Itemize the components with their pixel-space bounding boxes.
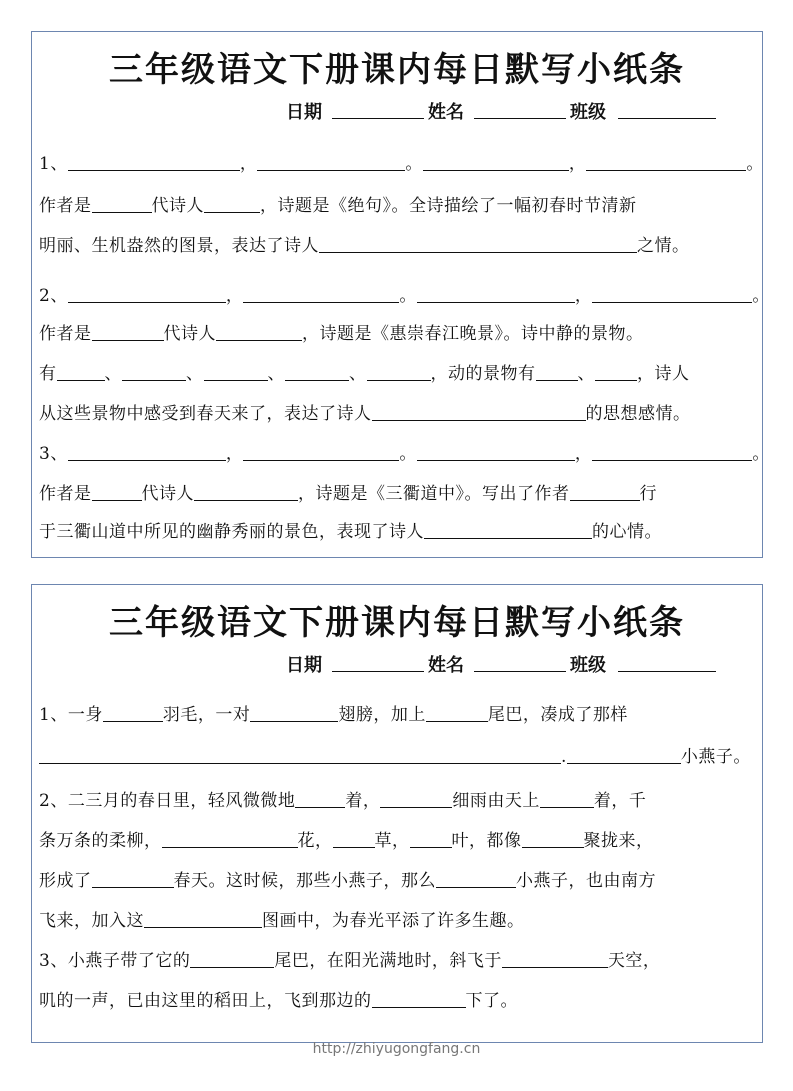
question-2-text-line — [39, 829, 654, 853]
text: 天空， — [607, 951, 661, 971]
text: 尾巴，在阳光满地时，斜飞于 — [274, 951, 502, 971]
text: 春天。这时候，那些小燕子，那么 — [173, 871, 436, 891]
card-title: 三年级语文下册课内每日默写小纸条 — [109, 603, 685, 643]
question-2-text-line — [39, 402, 691, 426]
text: 2、二三月的春日里，轻风微微地 — [39, 791, 296, 811]
fill-blank[interactable] — [417, 284, 575, 303]
punctuation: 、 — [267, 364, 285, 384]
text: ，动的景物有 — [430, 364, 536, 384]
date-label: 日期 — [286, 102, 322, 123]
fill-blank[interactable] — [333, 829, 375, 848]
punctuation: ， — [225, 286, 244, 306]
fill-blank[interactable] — [540, 789, 594, 808]
fill-blank[interactable] — [92, 869, 174, 888]
punctuation: 。 — [746, 154, 764, 174]
text: 尾巴，凑成了那样 — [487, 705, 628, 725]
punctuation: ， — [574, 444, 593, 464]
punctuation: 、 — [104, 364, 122, 384]
fill-blank[interactable] — [190, 949, 274, 968]
question-3-text-line — [39, 949, 660, 973]
text: ，诗题是《惠崇春江晚景》。诗中静的景物。 — [302, 324, 644, 344]
question-2-text-line — [39, 322, 644, 346]
text: 条万条的柔柳， — [39, 831, 162, 851]
text: 1、一身 — [39, 705, 103, 725]
fill-blank[interactable] — [216, 322, 302, 341]
fill-blank[interactable] — [417, 442, 575, 461]
fill-blank[interactable] — [436, 869, 516, 888]
fill-blank[interactable] — [250, 703, 338, 722]
text: 叽的一声，已由这里的稻田上，飞到那边的 — [39, 991, 372, 1011]
name-label: 姓名 — [428, 102, 464, 123]
fill-blank[interactable] — [39, 745, 561, 764]
fill-blank[interactable] — [68, 284, 226, 303]
text: 行 — [639, 484, 657, 504]
text: 小燕子。 — [680, 747, 751, 767]
text: 飞来，加入这 — [39, 911, 144, 931]
question-1-poem-line — [39, 152, 764, 176]
fill-blank[interactable] — [410, 829, 452, 848]
fill-blank[interactable] — [57, 362, 105, 381]
fill-blank[interactable] — [367, 362, 431, 381]
fill-blank[interactable] — [92, 322, 164, 341]
fill-blank[interactable] — [162, 829, 298, 848]
fill-blank[interactable] — [424, 520, 592, 539]
text: 代诗人 — [163, 324, 216, 344]
text: 羽毛，一对 — [162, 705, 251, 725]
text: 代诗人 — [151, 196, 204, 216]
fill-blank[interactable] — [68, 152, 240, 171]
fill-blank[interactable] — [595, 362, 637, 381]
question-2-text-line — [39, 909, 525, 933]
fill-blank[interactable] — [567, 745, 681, 764]
class-label: 班级 — [570, 655, 606, 676]
punctuation: ， — [239, 154, 258, 174]
fill-blank[interactable] — [586, 152, 746, 171]
fill-blank[interactable] — [319, 234, 637, 253]
text: 的心情。 — [592, 522, 662, 542]
question-1-text-line — [39, 703, 628, 727]
text: ，诗题是《三衢道中》。写出了作者 — [298, 484, 570, 504]
text: 细雨由天上 — [452, 791, 540, 811]
fill-blank[interactable] — [536, 362, 578, 381]
source-url: http://zhiyugongfang.cn — [312, 1041, 481, 1057]
punctuation: ， — [225, 444, 244, 464]
text: 花， — [297, 831, 333, 851]
punctuation: 、 — [186, 364, 204, 384]
question-2-poem-line — [39, 284, 770, 308]
text: 代诗人 — [141, 484, 194, 504]
fill-blank[interactable] — [243, 284, 399, 303]
text: 着， — [345, 791, 381, 811]
text: 从这些景物中感受到春天来了，表达了诗人 — [39, 404, 372, 424]
text: 着，千 — [593, 791, 647, 811]
text: 草， — [374, 831, 410, 851]
question-3-poem-line — [39, 442, 770, 466]
question-1-text-line — [39, 745, 751, 769]
punctuation: . — [561, 747, 567, 767]
question-2-text-line — [39, 869, 656, 893]
punctuation: 。 — [399, 286, 417, 306]
fill-blank[interactable] — [257, 152, 405, 171]
name-blank[interactable] — [474, 100, 566, 119]
fill-blank[interactable] — [103, 703, 163, 722]
fill-blank[interactable] — [502, 949, 608, 968]
punctuation: ， — [574, 286, 593, 306]
class-label: 班级 — [570, 102, 606, 123]
text: 于三衢山道中所见的幽静秀丽的景色，表现了诗人 — [39, 522, 424, 542]
text: 翅膀，加上 — [338, 705, 426, 725]
fill-blank[interactable] — [592, 442, 752, 461]
fill-blank[interactable] — [570, 482, 640, 501]
fill-blank[interactable] — [204, 194, 260, 213]
punctuation: 。 — [399, 444, 417, 464]
student-info-row — [32, 98, 762, 126]
name-label: 姓名 — [428, 655, 464, 676]
fill-blank[interactable] — [92, 194, 152, 213]
text: 叶，都像 — [451, 831, 522, 851]
fill-blank[interactable] — [592, 284, 752, 303]
student-info-row — [32, 651, 762, 679]
date-blank[interactable] — [332, 653, 424, 672]
fill-blank[interactable] — [295, 789, 345, 808]
punctuation: 。 — [752, 444, 770, 464]
fill-blank[interactable] — [194, 482, 298, 501]
fill-blank[interactable] — [426, 703, 488, 722]
punctuation: 、 — [349, 364, 367, 384]
text: 作者是 — [39, 324, 92, 344]
punctuation: 。 — [752, 286, 770, 306]
fill-blank[interactable] — [423, 152, 569, 171]
dictation-card-1 — [31, 31, 770, 558]
question-number: 1、 — [39, 154, 68, 174]
fill-blank[interactable] — [243, 442, 399, 461]
text: ，诗题是《绝句》。全诗描绘了一幅初春时节清新 — [260, 196, 637, 216]
question-1-text-line — [39, 194, 637, 218]
card-title: 三年级语文下册课内每日默写小纸条 — [109, 50, 685, 90]
question-1-text-line — [39, 234, 690, 258]
punctuation: 。 — [405, 154, 423, 174]
fill-blank[interactable] — [92, 482, 142, 501]
dictation-card-2 — [31, 584, 763, 1043]
text: 图画中，为春光平添了许多生趣。 — [262, 911, 525, 931]
punctuation: 、 — [577, 364, 595, 384]
name-blank[interactable] — [474, 653, 566, 672]
text: 有 — [39, 364, 57, 384]
text: 下了。 — [465, 991, 518, 1011]
fill-blank[interactable] — [285, 362, 349, 381]
fill-blank[interactable] — [372, 402, 586, 421]
class-blank[interactable] — [618, 653, 716, 672]
question-2-text-line — [39, 362, 690, 386]
text: 3、小燕子带了它的 — [39, 951, 191, 971]
text: ，诗人 — [637, 364, 690, 384]
fill-blank[interactable] — [380, 789, 452, 808]
date-blank[interactable] — [332, 100, 424, 119]
text: 聚拢来， — [583, 831, 654, 851]
fill-blank[interactable] — [204, 362, 268, 381]
text: 的思想感情。 — [585, 404, 691, 424]
text: 之情。 — [637, 236, 690, 256]
question-3-text-line — [39, 482, 657, 506]
question-number: 3、 — [39, 444, 68, 464]
text: 明丽、生机盎然的图景，表达了诗人 — [39, 236, 319, 256]
text: 作者是 — [39, 196, 92, 216]
text: 小燕子，也由南方 — [516, 871, 656, 891]
date-label: 日期 — [286, 655, 322, 676]
question-2-text-line — [39, 789, 646, 813]
question-number: 2、 — [39, 286, 68, 306]
question-3-text-line — [39, 989, 518, 1013]
fill-blank[interactable] — [68, 442, 226, 461]
fill-blank[interactable] — [144, 909, 262, 928]
fill-blank[interactable] — [522, 829, 584, 848]
fill-blank[interactable] — [372, 989, 466, 1008]
question-3-text-line — [39, 520, 662, 544]
class-blank[interactable] — [618, 100, 716, 119]
punctuation: ， — [568, 154, 587, 174]
text: 形成了 — [39, 871, 92, 891]
fill-blank[interactable] — [122, 362, 186, 381]
text: 作者是 — [39, 484, 92, 504]
